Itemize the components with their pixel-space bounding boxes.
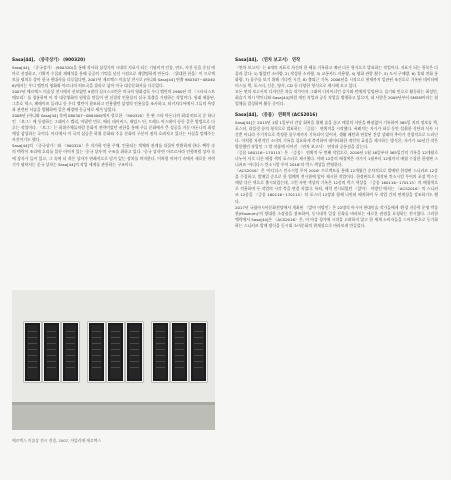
print-text-line [130,361,139,362]
artwork-print [91,325,102,379]
print-text-line [111,337,120,338]
print-text-line [92,343,101,344]
artwork-frame [43,322,60,382]
print-text-line [175,331,184,332]
print-text-line [194,331,203,332]
body-paragraph: Sasa[44], 〈중국상가〉 (900320)을 통해 작사하 삼성가의 시대의 지표가 되는 기념비적 인물, 연도, 사건 등을 중심 매마로 선정하고, 기획적 수집과 재해석을 통해 공공의 기억을 낯선 시점으로 재발명하게 만든다. 〈위대한 한울〉이 프로젝트를 펼치루 상아 한국 현대사를 다루었다면, 2007년 제르엑스 미술상 전시로 (아니와 Sasa[44] 연출 980307~080406)에서는 우디 엘린의 영화와 마르나의 히트곡을 찰라로 삼아 미국 대중문화사를 다루었다. [12,64,215,88]
print-text-line [92,349,101,350]
print-text-line [66,343,75,344]
artwork-frame [62,322,79,382]
print-text-line [66,337,75,338]
print-text-line [156,337,165,338]
artwork-frame [126,322,143,382]
print-text-line [111,349,120,350]
print-text-line [111,361,120,362]
artwork-print [155,325,166,379]
right-page [225,0,450,480]
print-text-line [130,349,139,350]
print-text-line [175,343,184,344]
print-text-line [194,343,203,344]
artwork-frame [171,322,188,382]
print-text-line [194,355,203,356]
print-text-line [92,361,101,362]
body-paragraph: 〈증뭄 160116~170115〉은 〈증뭄〉 연획적 두 번째 작업으로, 2016년 1월 16일부터 365일간의 기록을 12개월로 나누어 서로 다른 배경 색의 포스터로 제시했다. 이때 12종의 배경색은 자가가 1월부터 12월까지 매월 수집한 한정판 스니커즈 '아디다스 컨소시엄 투어 2016'의 박스 색상을 반영한다. [235,150,438,168]
print-text-line [156,355,165,356]
body-paragraph: Sasa[44]는 2015년 1월 1일부터 건강 회복을 위해 술을 끊고 매일의 식단을 빠짐없이 기록하여 365일 치의 정보를 책, 포스터, 리플릿 등의 형식으로 발표하는 〈증뭄〉 연획적을 시작했다. 폭폐적는 자가가 하루 동안 섭취한 식단과 식사 시간뿐 아니라 주기적으로 측정한 몸무게까지 기록되어 있어서, 생활 패턴과 연결된 건강 상태의 추이가 건접적으로 드러난다. 이처럼 자현적인 소비의 기록을 집요하게 축적하여 데이터화한 개인의 효심을 제시하는 방식은, 자가가 10년간 작은 발한했던 작업인 그 밖 작품에 이어진 〈연차 보고서〉 연작과 공통점을 갖는다. [235,119,438,150]
print-text-line [92,331,101,332]
print-text-line [175,349,184,350]
print-text-line [28,355,37,356]
artwork-frame [107,322,124,382]
body-paragraph: 2007년 에르엑스 미술상 전시에서 선보였던 9점의 실크스크린은 미국의 영화감독 우디 엘린의 1980년 작 〈스타더스트 메모리〉를 경유하여 이 작 대중영화의 원형을 만들어 낸 선결작 인용물의 실국 혹출을 기념하는 작업이다. 원래 제품된, 그후호 역스, 페레이즈 들러니 등 우디 엘린이 참조하고 인용했던 삼정의 인용물을 조사하고, 히키치디어에서 그들의 욕망과 관련된 서술을 발췌하여 같은 배경에 동급세로 세겨 넣었다. [12,88,215,113]
print-text-line [28,337,37,338]
print-text-line [156,349,165,350]
print-text-line [175,361,184,362]
print-text-line [156,331,165,332]
print-text-line [175,367,184,368]
print-text-line [156,343,165,344]
print-text-line [130,367,139,368]
print-text-line [47,355,56,356]
print-text-line [47,349,56,350]
body-paragraph: Sasa[44]의 〈중국상가〉와 〈900320〉은 자가하 인용 주체, 인용되는 객체의 관계를 뒤집어 반환하게 한다. 택락 속의 텍락이 조리에 흐리를 블등 이어져 있는 '중국 상자'의 구조를 취하고 있다. '중국 상자'란 이르르서라 인형처럼 상자 속에 상자가 들어 있고, 그 속에 더 작은 상자가 연쇄적으로 담겨 있는 장치를 의미한다. 이처럼 이야기 속에서 새로운 이야기가 펼쳐지는 중국 상자는 Sasa[44]의 작업 세계를 관통하는 구조이다. [12,143,215,167]
print-text-line [194,367,203,368]
section-heading: Sasa[44], 〈연차 보고서〉 연작 [235,58,301,63]
print-text-line [66,331,75,332]
artwork-print [110,325,121,379]
print-text-line [156,367,165,368]
artwork-print [174,325,185,379]
body-paragraph: 〈연차 보고서〉는 8개의 지표로 자신의 한 해를 기록하고 매년 다른 형식으로 발표하는 작업이다. 지표가 되는 항목은 다음과 같다: 1) 씹었던 소비량, 2) 작성한 소비량, 3) 교통카드 사용량, 4) 영화 관람 횟수, 5) 도서 구매량, 6) 휴대 전화 통화량, 7) 음주를 보기 위해 기다린 시간, 8) 출퇴근 기록. 2006년을 시작으로 현재까지 일관된 조건으로 기록된 데이터베이스를 책, 포스터, 신문, 영서, CD 등 다양한 형식으로 제시해 오고 있다. [235,64,438,88]
print-text-line [66,355,75,356]
artwork-print [27,325,38,379]
artwork-frame [152,322,169,382]
artwork-print [65,325,76,379]
print-text-line [28,361,37,362]
print-text-line [92,367,101,368]
left-page [0,0,225,480]
print-text-line [175,355,184,356]
print-text-line [111,331,120,332]
body-paragraph: 모든 연차 보고서의 디자인은 차슬 작가이자 그래픽 디자이너인 슬기와 민에게 일임된다. 슬기와 민으로 활동하는 최성민, 최슬기 역시 박미나와 Sasa[44]처럼 개인 작업과 공동 작업을 병행하고 있으며, 네 사람은 2009년부터 SMSM이라는 협업체를 결성하여 활동 중이다. [235,88,438,107]
artwork-print [129,325,140,379]
body-paragraph: 2017년 국립아시아문화전당에서 개최된 〈앉아 이방인〉은 22명의 아시아 현대미술 작가들에게 '환경 지중력 운명 박물관(Museum)'의 방대한 소장품을 참조하여, 동시대적 일상 문화를 바라보는 새로운 관점을 요청하는 전시였다. 그러한 맥락에서 Sasa[44]은 〈ACS2016〉은, 이 아상 경가에 시작을 고려하지 않고 한 세계 소비자들을 스머트폰으로 동기화하는 스니커즈 발매 방식을 동시대 소비문화의 편재성으로 바라보게 만들었다. [235,204,438,228]
print-text-line [47,337,56,338]
print-text-line [111,343,120,344]
print-text-line [66,349,75,350]
body-paragraph: 2008년 (아니와 Sasa[44] 목에 080307~080406)에서 할로한 〈900320〉은 판 스타 마돈나의 최대 히트곡 중 하나인 〈보그〉에 등장하는 그래이스 켈리, 마릴린 먼로, 베티 데이비스, 제임스 딘, 프레드 아스테어 등등 같은 방법으로 다루는 작업이다. 〈보그〉는 하위주체들처럼 문화적 전략이었던 권한을 통해 주류 문화에서 큰 성공을 거둔 마돈나의 최정예상 삼성하는 곡이다. 마디에서 이 곡의 삼공은 하위 문화와 주류 문화의 구분이 점차 흐려지고 있다는 사실을 말해주는 사건이기도 했다. [12,113,215,143]
print-text-line [194,337,203,338]
installation-photo [12,290,215,430]
print-text-line [92,337,101,338]
print-text-line [47,367,56,368]
print-text-line [194,361,203,362]
print-text-line [130,355,139,356]
print-text-line [28,331,37,332]
print-text-line [28,343,37,344]
print-text-line [66,367,75,368]
artwork-frame [190,322,207,382]
print-text-line [111,367,120,368]
artwork-print [46,325,57,379]
print-text-line [175,337,184,338]
print-text-line [92,355,101,356]
print-text-line [47,343,56,344]
photo-caption: 에르엑스 미술상 전시 전경, 2007, 아뜰리에 에르엑스 [12,438,102,443]
print-text-line [156,361,165,362]
artwork-print [193,325,204,379]
print-text-line [130,343,139,344]
gallery-floor [12,402,215,430]
print-text-line [130,337,139,338]
floor-shadow [12,402,215,405]
section-heading: Sasa[44], 〈중국상가〉 (900320) [12,58,86,63]
print-text-line [194,349,203,350]
print-text-line [28,349,37,350]
print-text-line [28,367,37,368]
print-text-line [111,355,120,356]
print-text-line [66,361,75,362]
print-text-line [47,331,56,332]
artwork-frame [88,322,105,382]
print-text-line [130,331,139,332]
artwork-frame [24,322,41,382]
body-paragraph: 〈ACS2016〉은 '아디다스 컨소시엄 투어 2016' 프로젝트를 통해 12개월간 순차적으로 발매된 한정판 스니커즈 12종을 수집하고, 발매일 순으로 한 열례씩 전시함에 앞아 제시한 작업이다. 한정판으로 제작된 컨소시엄 투어의 포장 박스는 매달 다른 색으로 출시되었는데, 그런 자연 색상의 기록은 12종의 박스 색상을 〈증뭄 160116~170115〉의 배경색으로 적용하며 두 작업의 시각 측을 연결 지었다. 특히, 캐릭 전시되었던 〈앉아〉 이방인 에서는 〈ACS2016〉의 스니커즈 12종을 〈증뭄 160116~170115〉의 포스터 12장과 함께 나란히 배치하여 두 작업 간의 연계성을 강조하기도 했다. [235,168,438,204]
print-text-line [47,361,56,362]
section-heading: Sasa[44], 〈증뭄〉 연획적 (ACS2016) [235,113,318,119]
